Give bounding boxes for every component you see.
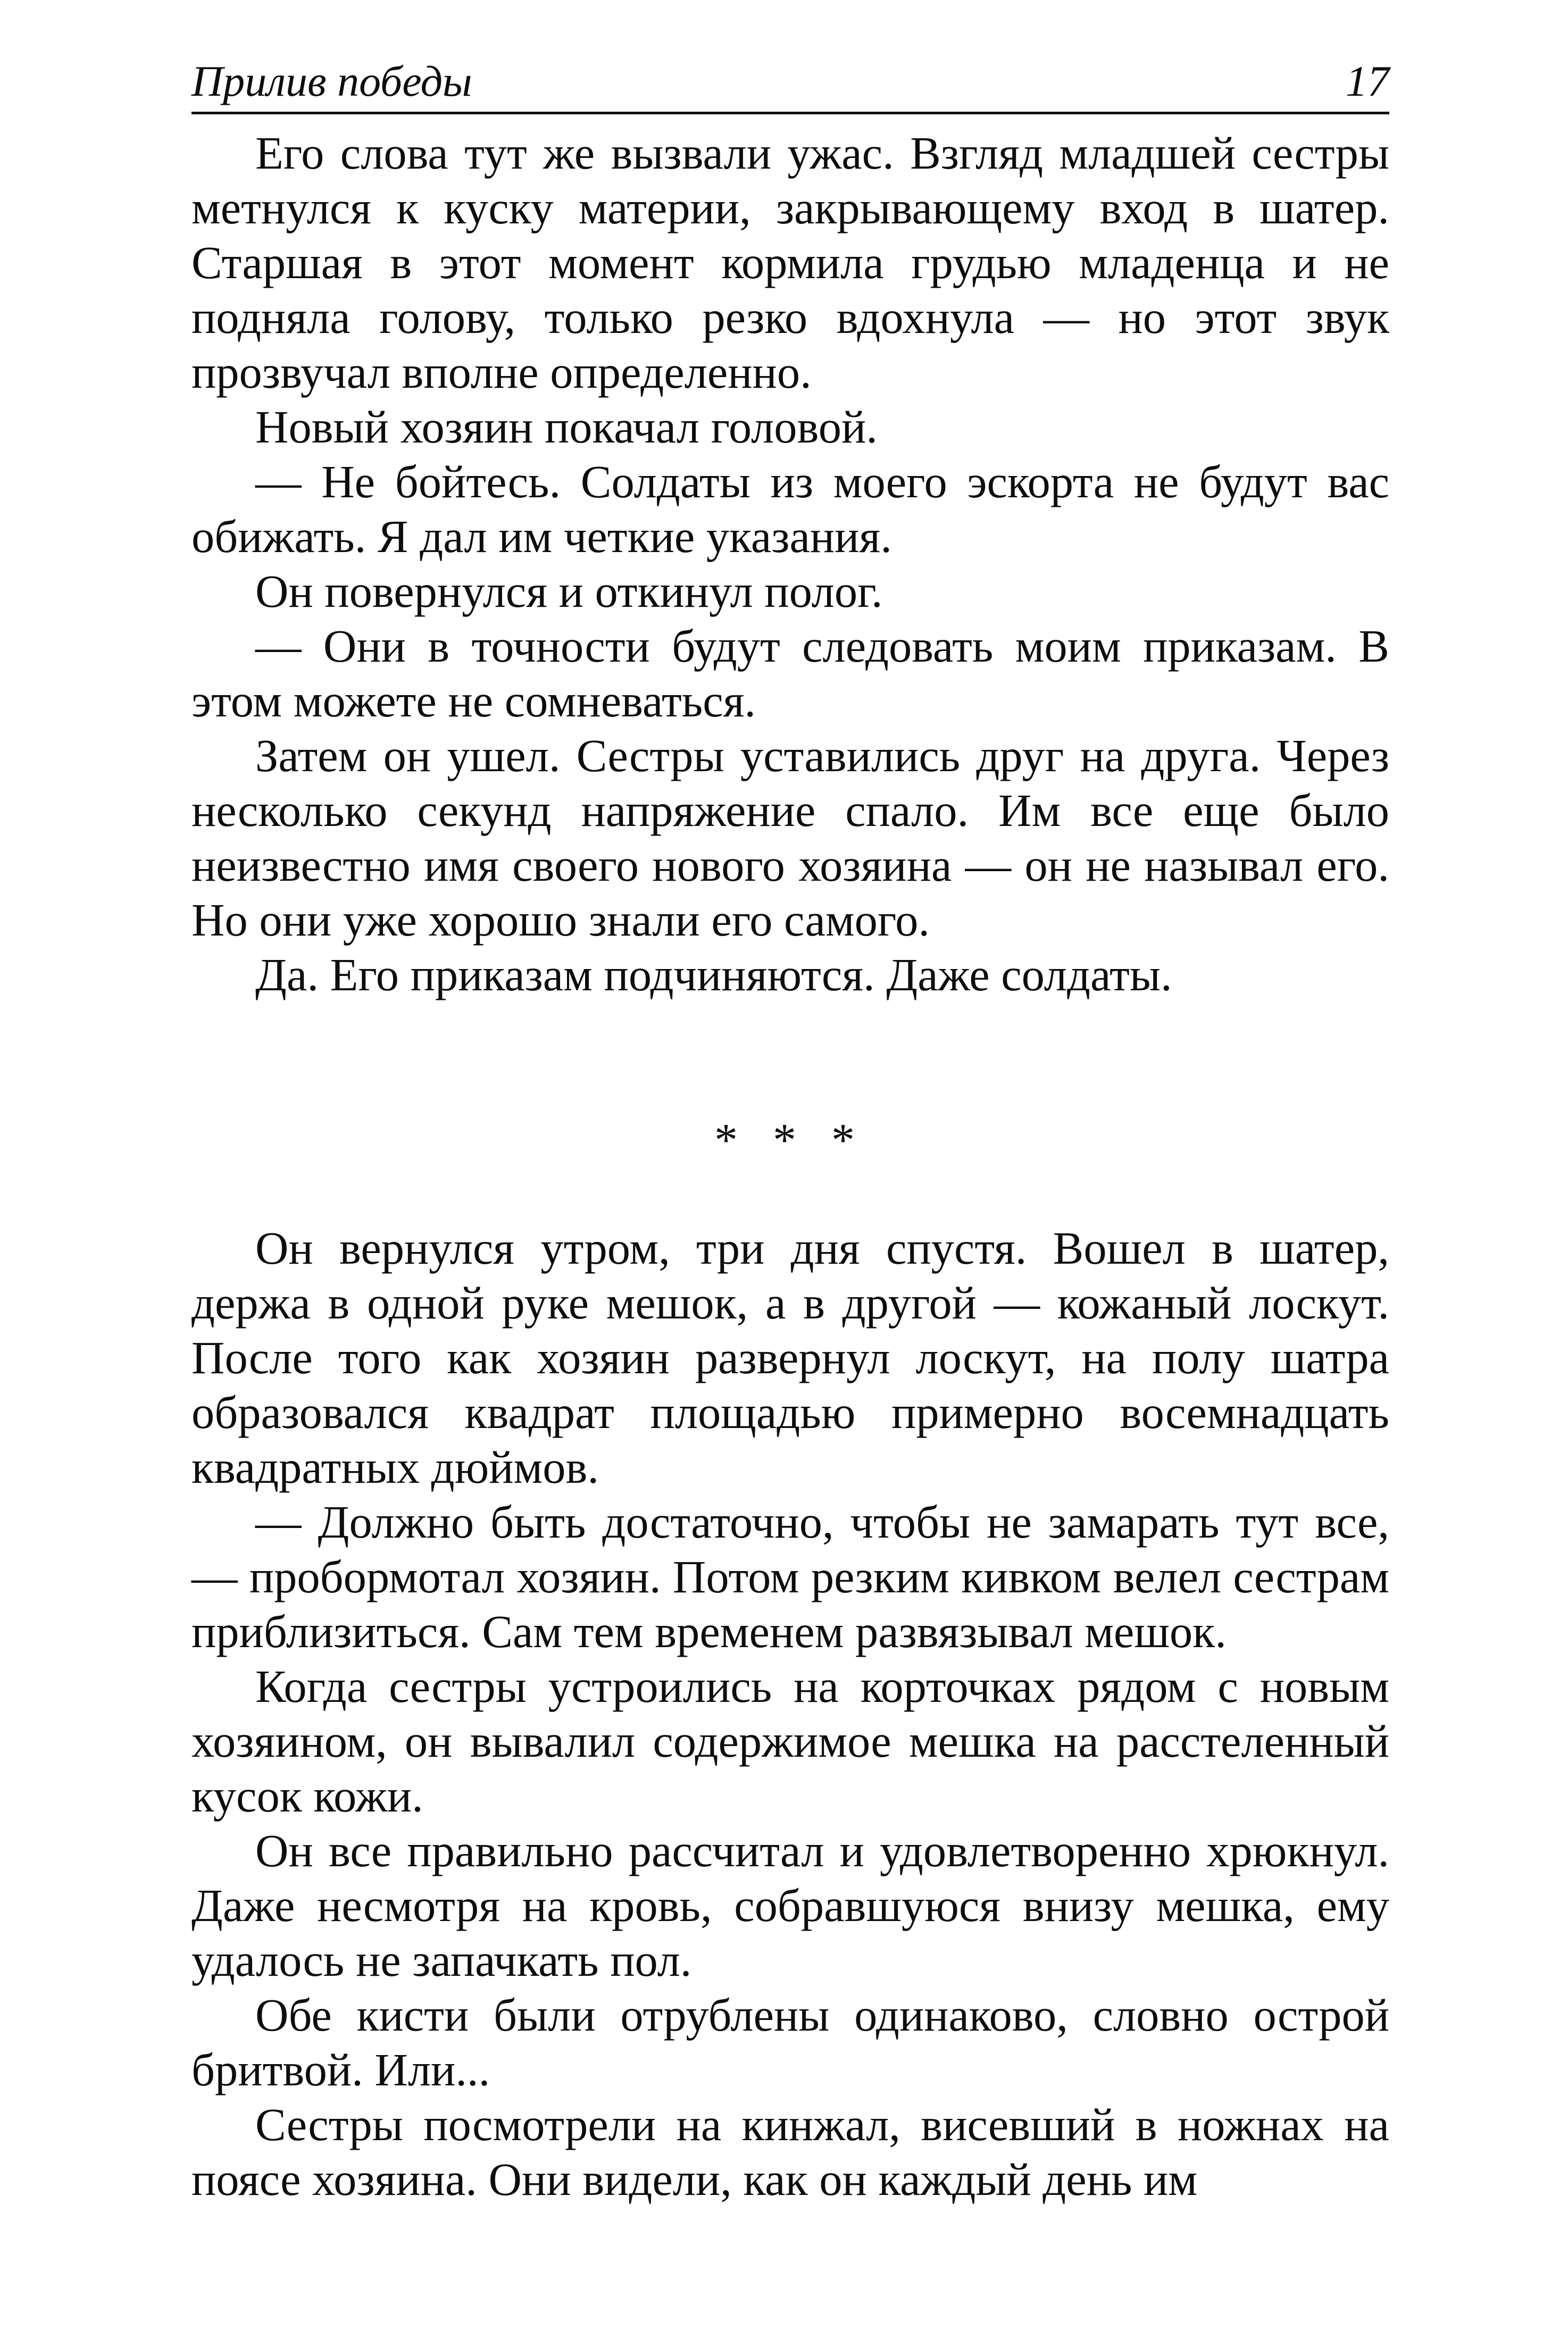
paragraph: — Должно быть достаточно, чтобы не замарать тут все,— пробормотал хозяин. Потом резким кивком велел сестрам приблизиться. Сам тем временем развязывал мешок. — [191, 1497, 1389, 1657]
paragraph: Да. Его приказам подчиняются. Даже солдаты. — [255, 949, 1172, 1000]
book-page — [191, 53, 1389, 2207]
page-body — [191, 126, 1389, 2207]
running-header — [191, 53, 1389, 114]
paragraph: Он все правильно рассчитал и удовлетворенно хрюкнул. Даже несмотря на кровь, собравшуюся внизу мешка, ему удалось не запачкать пол. — [191, 1825, 1389, 1986]
paragraph: Затем он ушел. Сестры уставились друг на друга. Через несколько секунд напряжение спало. Им все еще было неизвестно имя своего нового хозяина — он не называл его. Но они уже хорошо знали его самого. — [191, 730, 1389, 946]
paragraph: Он повернулся и откинул полог. — [255, 566, 883, 617]
paragraph: Он вернулся утром, три дня спустя. Вошел в шатер, держа в одной руке мешок, а в другой — кожаный лоскут. После того как хозяин развернул лоскут, на полу шатра образовался квадрат площадью примерно восемнадцать квадратных дюймов. — [191, 1223, 1389, 1493]
paragraph: Его слова тут же вызвали ужас. Взгляд младшей сестры метнулся к куску материи, закрывающему вход в шатер. Старшая в этот момент кормила грудью младенца и не подняла голову, только резко вдохнула — но этот звук прозвучал вполне определенно. — [191, 128, 1389, 398]
section-separator: * * * — [714, 1115, 866, 1166]
book-title: Прилив победы — [191, 57, 472, 105]
paragraph: Новый хозяин покачал головой. — [255, 402, 878, 453]
paragraph: Когда сестры устроились на корточках рядом с новым хозяином, он вывалил содержимое мешка на расстеленный кусок кожи. — [191, 1661, 1389, 1822]
paragraph: Обе кисти были отрублены одинаково, словно острой бритвой. Или... — [191, 1990, 1389, 2095]
paragraph: Сестры посмотрели на кинжал, висевший в ножнах на поясе хозяина. Они видели, как он каждый день им — [191, 2099, 1389, 2205]
paragraph: — Они в точности будут следовать моим приказам. В этом можете не сомневаться. — [191, 621, 1389, 727]
page-number: 17 — [1346, 57, 1389, 105]
paragraph: — Не бойтесь. Солдаты из моего эскорта не будут вас обижать. Я дал им четкие указания. — [191, 456, 1389, 562]
